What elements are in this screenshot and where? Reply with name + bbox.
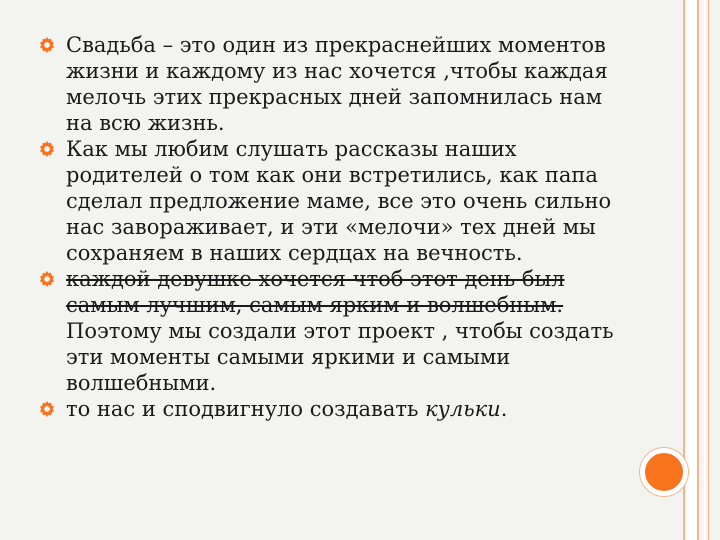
- slide-body: [38, 32, 628, 422]
- list-item: [38, 266, 628, 396]
- list-item: [38, 32, 628, 136]
- gear-bullet-icon: [38, 36, 56, 54]
- decorative-stripe-line: [708, 0, 709, 540]
- gear-bullet-icon: [38, 270, 56, 288]
- bullet-text: Поэтому мы создали этот проект , чтобы создать эти моменты самыми яркими и самыми волшебными.: [66, 319, 614, 395]
- decorative-stripe-line: [697, 0, 699, 540]
- decorative-stripe-line: [704, 0, 706, 540]
- list-item: [38, 136, 628, 266]
- bullet-text: Как мы любим слушать рассказы наших родителей о том как они встретились, как папа сделал предложение маме, все это очень сильно нас завораживает, и эти «мелочи» тех дней мы сохраняем в наших сердцах на вечность.: [66, 137, 612, 265]
- list-item: [38, 396, 628, 422]
- bullet-text: то нас и сподвигнуло создавать: [66, 397, 426, 421]
- italic-word: кульки: [425, 397, 501, 421]
- gear-bullet-icon: [38, 400, 56, 418]
- decorative-circle: [640, 448, 688, 496]
- struck-text: каждой девушке хочется чтоб этот день был самым лучшим, самым ярким и волшебным.: [66, 267, 565, 317]
- bullet-tail: .: [500, 397, 508, 421]
- bullet-list: [38, 32, 628, 422]
- gear-bullet-icon: [38, 140, 56, 158]
- bullet-text: Свадьба – это один из прекраснейших моментов жизни и каждому из нас хочется ,чтобы каждая мелочь этих прекрасных дней запомнилась нам на всю жизнь.: [66, 33, 608, 135]
